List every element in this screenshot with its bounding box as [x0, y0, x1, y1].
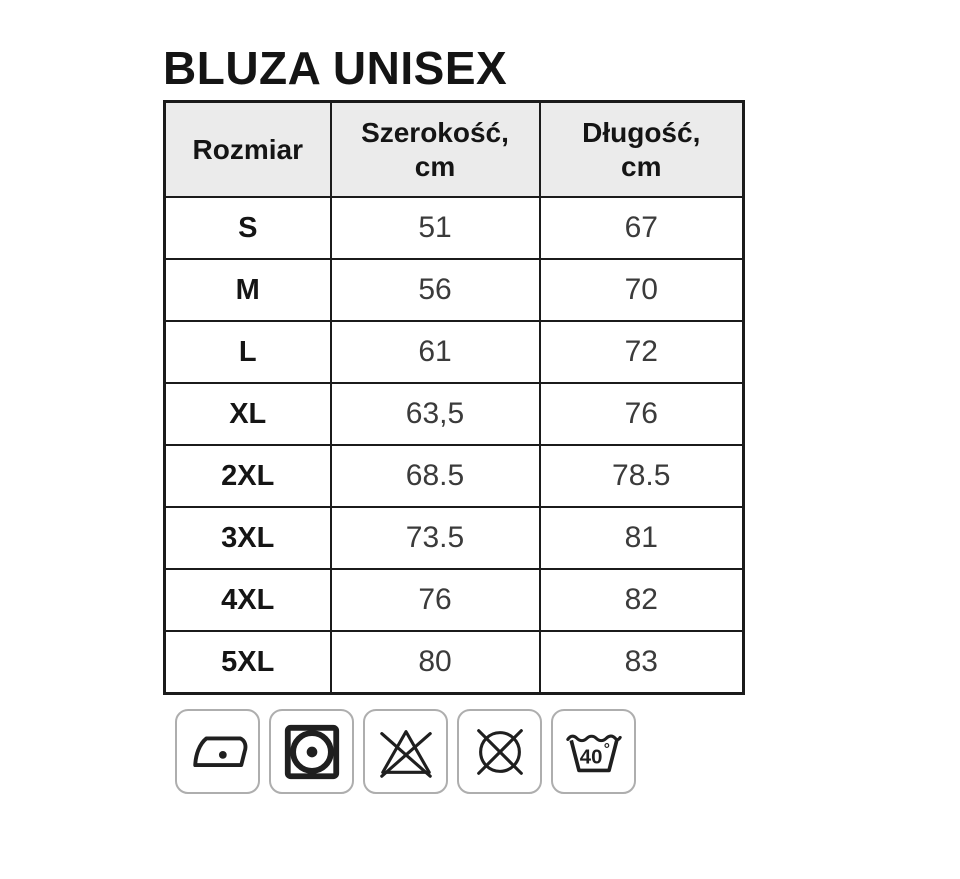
- care-symbol-do-not-dry-clean: [457, 709, 542, 794]
- size-cell: S: [165, 197, 331, 259]
- table-row-l: [165, 321, 744, 383]
- table-row-s: [165, 197, 744, 259]
- length-cell: 70: [540, 259, 744, 321]
- col-header-width: [331, 102, 540, 198]
- width-cell: 56: [331, 259, 540, 321]
- wash-temperature-label: 40: [579, 746, 602, 769]
- length-cell: 81: [540, 507, 744, 569]
- size-cell: 2XL: [165, 445, 331, 507]
- care-symbol-tumble-dry-low: [269, 709, 354, 794]
- col-header-size: [165, 102, 331, 198]
- size-cell: 4XL: [165, 569, 331, 631]
- table-row-4xl: [165, 569, 744, 631]
- size-cell: L: [165, 321, 331, 383]
- table-row-5xl: [165, 631, 744, 694]
- col-header-width-unit: cm: [414, 150, 456, 182]
- header-row: [165, 102, 744, 198]
- table-row-3xl: [165, 507, 744, 569]
- tumble-dry-one-dot-icon: [281, 721, 343, 783]
- col-header-length: [540, 102, 744, 198]
- col-header-length-unit: cm: [621, 150, 662, 182]
- width-cell: 73.5: [331, 507, 540, 569]
- care-symbols-row: [175, 709, 745, 794]
- size-cell: XL: [165, 383, 331, 445]
- width-cell: 51: [331, 197, 540, 259]
- size-table: [163, 100, 745, 695]
- iron-one-dot-icon: [187, 721, 249, 783]
- wash-40-icon: [563, 721, 625, 783]
- length-cell: 78.5: [540, 445, 744, 507]
- length-cell: 82: [540, 569, 744, 631]
- table-row-xl: [165, 383, 744, 445]
- wash-degree-symbol: °: [603, 740, 610, 758]
- length-cell: 72: [540, 321, 744, 383]
- width-cell: 68.5: [331, 445, 540, 507]
- width-cell: 63,5: [331, 383, 540, 445]
- page-title: BLUZA UNISEX: [163, 42, 508, 94]
- size-cell: 3XL: [165, 507, 331, 569]
- col-header-length-label: Długość,: [582, 116, 701, 148]
- size-cell: M: [165, 259, 331, 321]
- table-row-m: [165, 259, 744, 321]
- col-header-width-label: Szerokość,: [361, 116, 509, 148]
- care-symbol-iron-low: [175, 709, 260, 794]
- size-table-body: [165, 197, 744, 694]
- care-symbol-do-not-bleach: [363, 709, 448, 794]
- table-row-2xl: [165, 445, 744, 507]
- width-cell: 76: [331, 569, 540, 631]
- width-cell: 80: [331, 631, 540, 694]
- do-not-dry-clean-icon: [469, 721, 531, 783]
- size-cell: 5XL: [165, 631, 331, 694]
- size-table-head: [165, 102, 744, 198]
- col-header-size-label: Rozmiar: [192, 133, 303, 165]
- width-cell: 61: [331, 321, 540, 383]
- length-cell: 83: [540, 631, 744, 694]
- do-not-bleach-icon: [375, 721, 437, 783]
- length-cell: 76: [540, 383, 744, 445]
- size-chart-content: [163, 0, 745, 794]
- care-symbol-wash-40: [551, 709, 636, 794]
- length-cell: 67: [540, 197, 744, 259]
